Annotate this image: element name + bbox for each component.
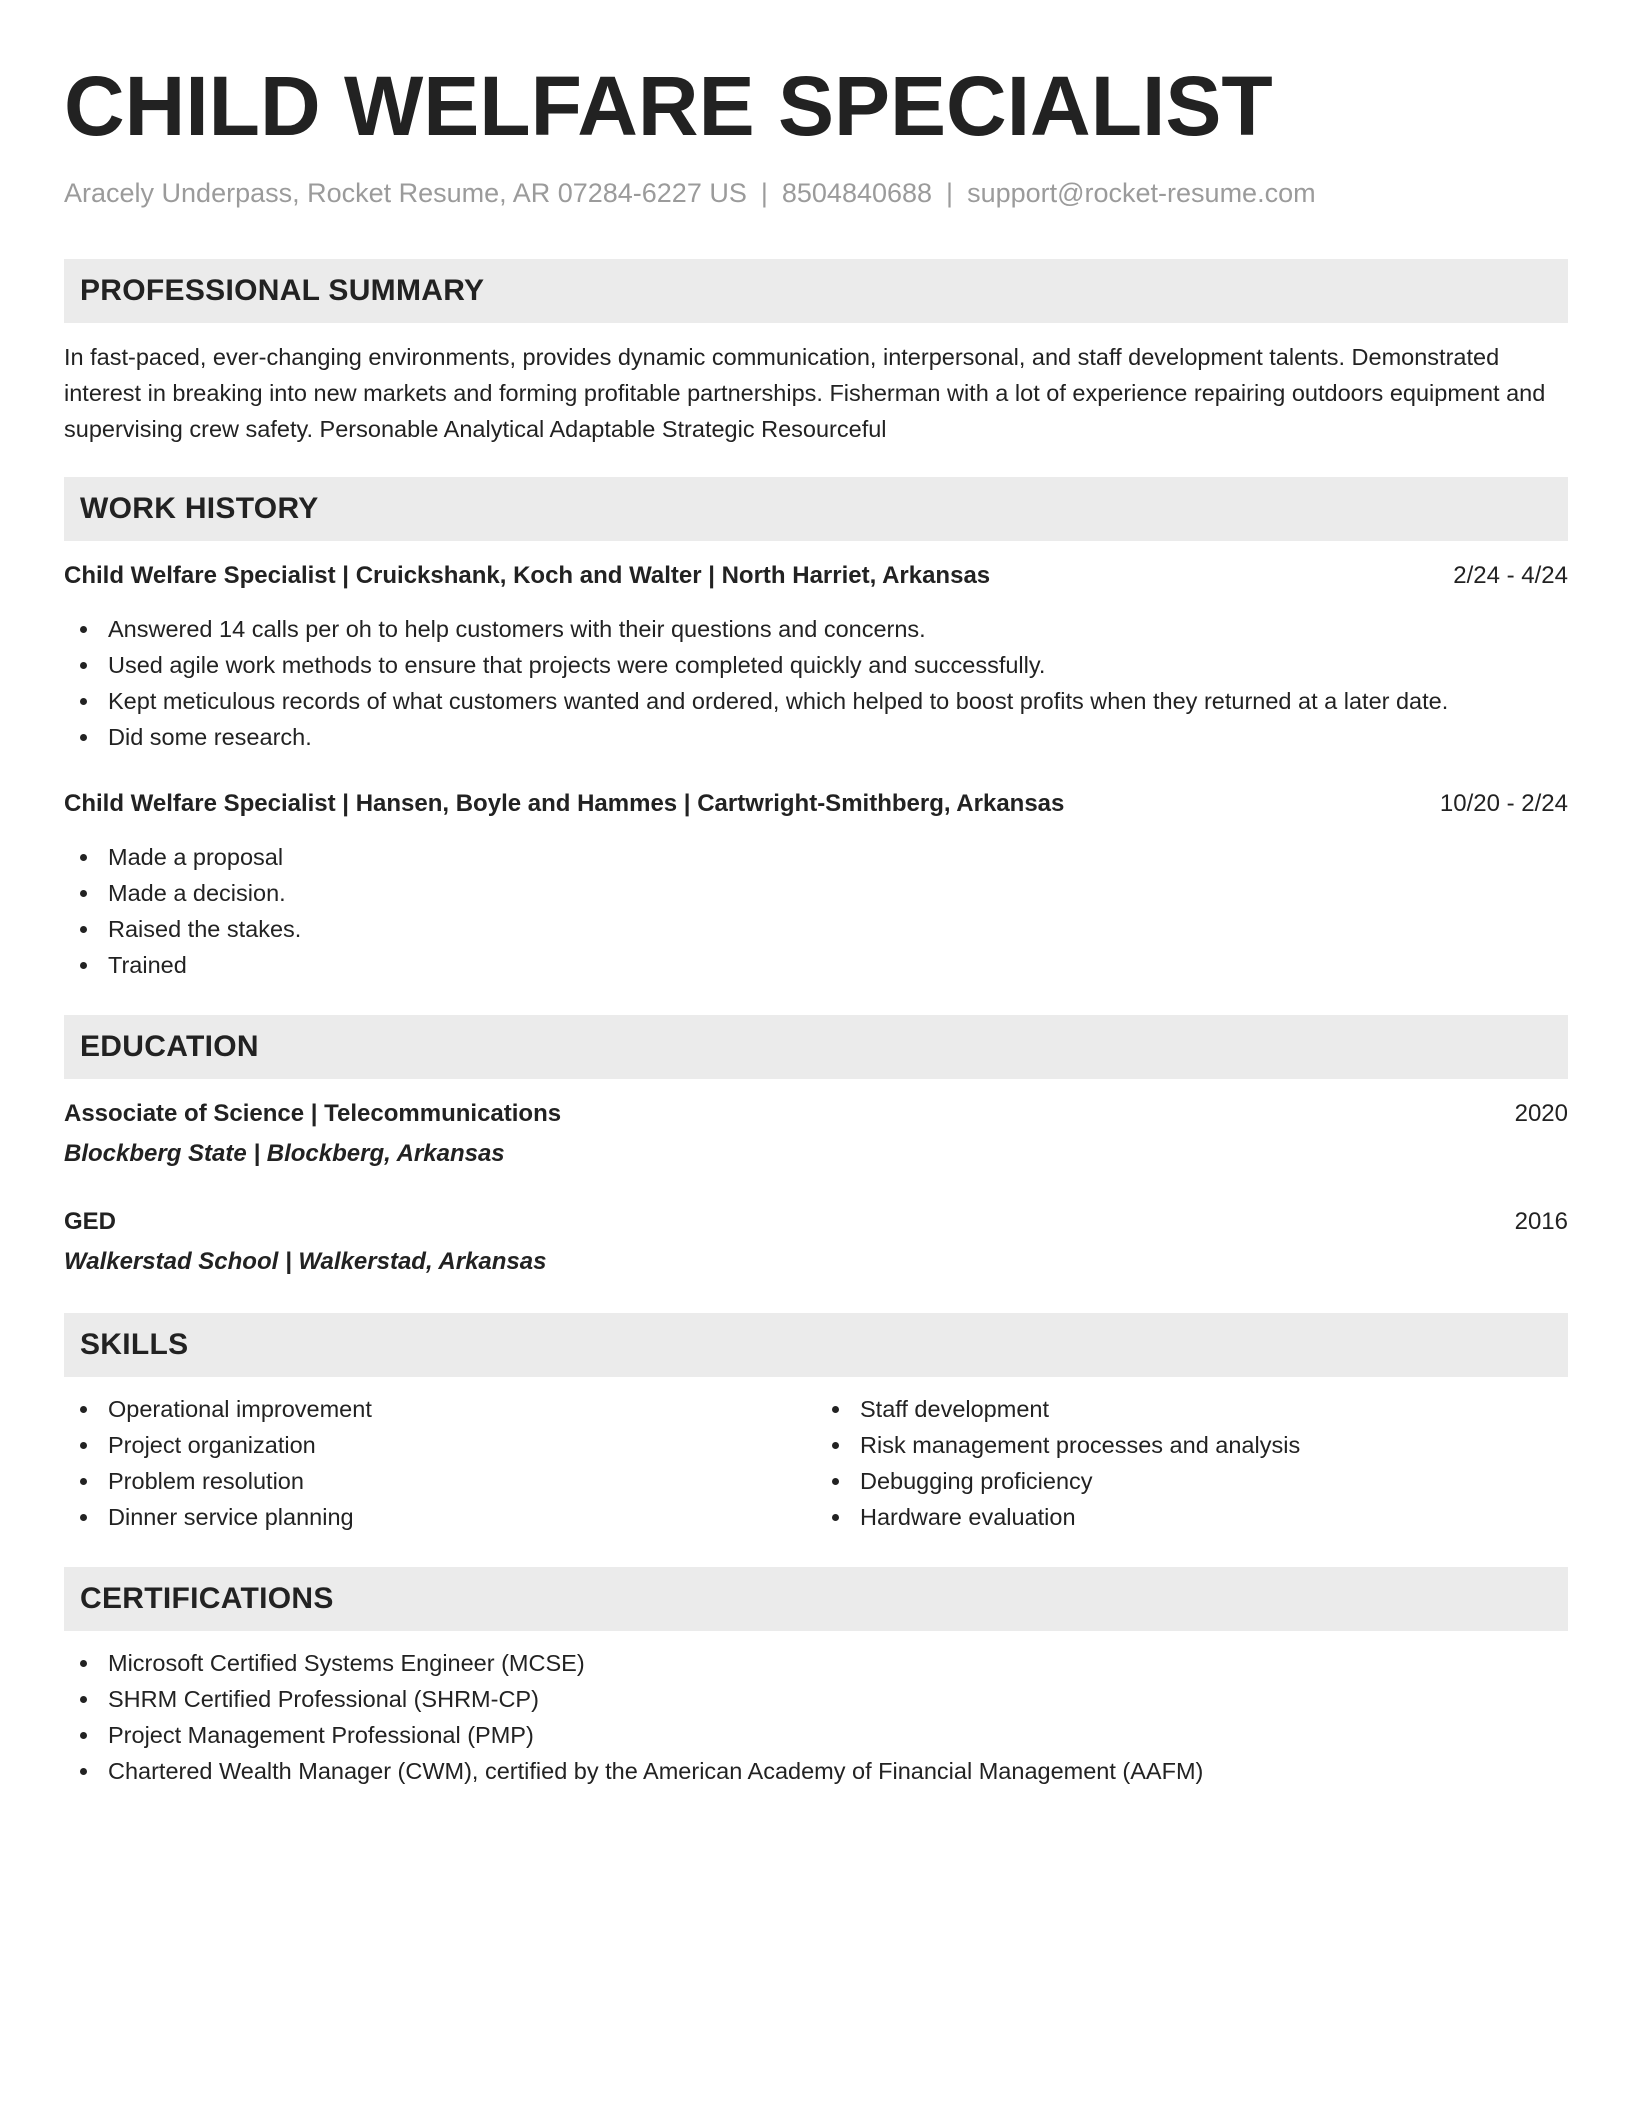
list-item: Debugging proficiency bbox=[816, 1463, 1568, 1499]
education-degree: Associate of Science | Telecommunications bbox=[64, 1100, 562, 1127]
contact-separator: | bbox=[946, 178, 954, 208]
education-degree: GED bbox=[64, 1208, 117, 1235]
contact-email: support@rocket-resume.com bbox=[967, 178, 1316, 208]
list-item: Project organization bbox=[64, 1427, 816, 1463]
contact-line bbox=[64, 176, 1568, 210]
list-item: Made a proposal bbox=[64, 839, 1568, 875]
education-entry bbox=[64, 1205, 1568, 1279]
section-header-education: EDUCATION bbox=[64, 1015, 1568, 1079]
skills-grid bbox=[64, 1391, 1568, 1535]
list-item: Staff development bbox=[816, 1391, 1568, 1427]
section-header-summary: PROFESSIONAL SUMMARY bbox=[64, 259, 1568, 323]
contact-separator: | bbox=[760, 178, 768, 208]
contact-phone: 8504840688 bbox=[781, 178, 933, 208]
list-item: Trained bbox=[64, 947, 1568, 983]
list-item: Project Management Professional (PMP) bbox=[64, 1717, 1568, 1753]
list-item: Used agile work methods to ensure that projects were completed quickly and successfully. bbox=[64, 647, 1568, 683]
education-year: 2020 bbox=[1514, 1100, 1568, 1127]
section-header-certifications: CERTIFICATIONS bbox=[64, 1567, 1568, 1631]
list-item: Dinner service planning bbox=[64, 1499, 816, 1535]
section-header-work-history: WORK HISTORY bbox=[64, 477, 1568, 541]
list-item: Risk management processes and analysis bbox=[816, 1427, 1568, 1463]
list-item: Did some research. bbox=[64, 719, 1568, 755]
certifications-list bbox=[64, 1645, 1568, 1789]
education-school: Blockberg State | Blockberg, Arkansas bbox=[64, 1140, 505, 1167]
job-entry bbox=[64, 787, 1568, 983]
list-item: Problem resolution bbox=[64, 1463, 816, 1499]
list-item: Chartered Wealth Manager (CWM), certified by the American Academy of Financial Management (AAFM) bbox=[64, 1753, 1568, 1789]
list-item: Hardware evaluation bbox=[816, 1499, 1568, 1535]
job-bullets bbox=[64, 611, 1568, 755]
section-header-skills: SKILLS bbox=[64, 1313, 1568, 1377]
education-entry bbox=[64, 1097, 1568, 1171]
job-dates: 10/20 - 2/24 bbox=[1439, 790, 1568, 817]
job-entry bbox=[64, 559, 1568, 755]
list-item: Operational improvement bbox=[64, 1391, 816, 1427]
candidate-title: CHILD WELFARE SPECIALIST bbox=[64, 59, 1273, 153]
education-school: Walkerstad School | Walkerstad, Arkansas bbox=[64, 1248, 547, 1275]
summary-text: In fast-paced, ever-changing environments, provides dynamic communication, interpersonal, and staff development talents. Demonstrated interest in breaking into new markets and forming profitable partnerships. Fisherman with a lot of experience repairing outdoors equipment and supervising crew safety. Personable Analytical Adaptable Strategic Resourceful bbox=[64, 344, 1546, 442]
job-dates: 2/24 - 4/24 bbox=[1453, 562, 1568, 589]
list-item: Microsoft Certified Systems Engineer (MCSE) bbox=[64, 1645, 1568, 1681]
list-item: Made a decision. bbox=[64, 875, 1568, 911]
list-item: Raised the stakes. bbox=[64, 911, 1568, 947]
list-item: Answered 14 calls per oh to help customers with their questions and concerns. bbox=[64, 611, 1568, 647]
job-title: Child Welfare Specialist | Cruickshank, Koch and Walter | North Harriet, Arkansas bbox=[64, 562, 991, 589]
contact-address: Aracely Underpass, Rocket Resume, AR 07284-6227 US bbox=[64, 178, 747, 208]
skills-column-right bbox=[816, 1391, 1568, 1535]
list-item: Kept meticulous records of what customers wanted and ordered, which helped to boost profits when they returned at a later date. bbox=[64, 683, 1568, 719]
list-item: SHRM Certified Professional (SHRM-CP) bbox=[64, 1681, 1568, 1717]
education-year: 2016 bbox=[1514, 1208, 1568, 1235]
skills-column-left bbox=[64, 1391, 816, 1535]
job-title: Child Welfare Specialist | Hansen, Boyle and Hammes | Cartwright-Smithberg, Arkansas bbox=[64, 790, 1065, 817]
job-bullets bbox=[64, 839, 1568, 983]
